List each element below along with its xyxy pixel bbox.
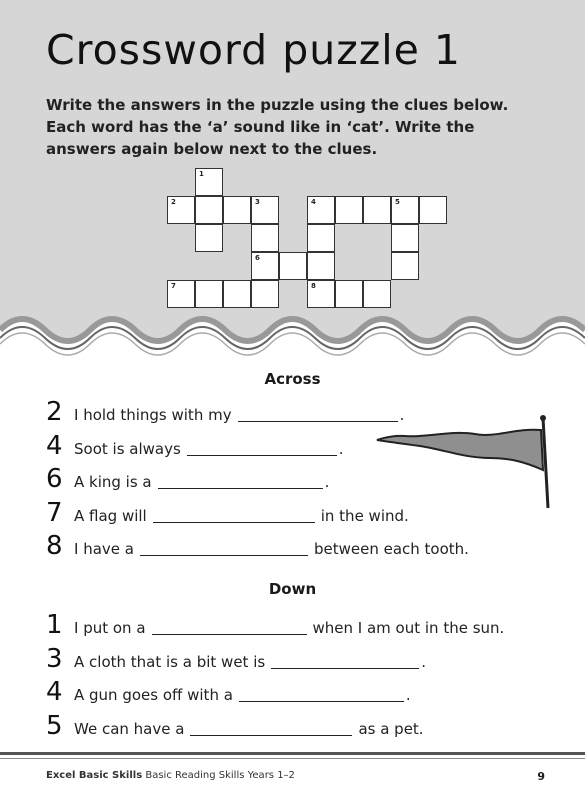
clue-text: Soot is always: [74, 439, 181, 458]
cell-number: 3: [255, 198, 260, 206]
instructions-emphasis: ‘cat’: [346, 118, 385, 136]
answer-blank[interactable]: [238, 420, 398, 422]
crossword-cell[interactable]: [419, 196, 447, 224]
crossword-cell[interactable]: [335, 196, 363, 224]
page-title: Crossword puzzle 1: [46, 26, 461, 74]
clue-text-end: in the wind.: [320, 506, 409, 525]
answer-blank[interactable]: [271, 667, 419, 669]
clue-text: A king is a: [74, 473, 152, 491]
clue-text-end: .: [338, 439, 344, 458]
cell-number: 1: [199, 170, 204, 178]
crossword-cell[interactable]: [167, 196, 195, 224]
crossword-cell[interactable]: [391, 196, 419, 224]
clue-number: 1: [46, 610, 63, 640]
answer-blank[interactable]: [140, 554, 308, 556]
clue-text-end: .: [324, 473, 330, 491]
instructions-text: Write the answers in the puzzle using the clues below. Each word has the ‘a’ sound like in: [46, 96, 509, 136]
clue-row: [46, 677, 411, 705]
clue-number: 4: [46, 677, 63, 707]
clue-number: 2: [46, 397, 63, 427]
crossword-cell[interactable]: [391, 252, 419, 280]
answer-blank[interactable]: [190, 734, 352, 736]
crossword-cell[interactable]: [251, 196, 279, 224]
crossword-cell[interactable]: [251, 224, 279, 252]
clue-text-end: as a pet.: [358, 719, 424, 738]
cell-number: 6: [255, 254, 260, 262]
clue-text: A gun goes off with a: [74, 686, 233, 704]
cell-number: 5: [395, 198, 400, 206]
crossword-cell[interactable]: [251, 252, 279, 280]
crossword-cell[interactable]: [279, 252, 307, 280]
crossword-cell[interactable]: [391, 224, 419, 252]
footer-rule: [0, 752, 585, 755]
clue-text-end: between each tooth.: [313, 540, 469, 558]
clue-number: 6: [46, 464, 63, 494]
clue-row: [46, 711, 424, 739]
clue-row: [46, 531, 469, 559]
clue-row: [46, 644, 426, 672]
clue-text-end: .: [399, 406, 405, 424]
clue-text: I have a: [74, 540, 134, 558]
clue-number: 4: [46, 430, 63, 461]
across-heading: Across: [264, 370, 321, 388]
clue-row: [46, 610, 504, 638]
footer-text: [46, 770, 295, 781]
answer-blank[interactable]: [239, 700, 404, 702]
clue-text: I put on a: [74, 619, 146, 637]
answer-blank[interactable]: [152, 633, 307, 635]
crossword-cell[interactable]: [307, 252, 335, 280]
clue-number: 3: [46, 643, 63, 674]
clue-number: 7: [46, 497, 63, 528]
page-number: 9: [537, 770, 545, 783]
clue-row: [46, 397, 404, 425]
footer-series: Excel Basic Skills: [46, 770, 143, 781]
crossword-cell[interactable]: [195, 196, 223, 224]
crossword-cell[interactable]: [223, 196, 251, 224]
instructions-text-end: . Write the answers again below next to the clues.: [46, 118, 475, 158]
clue-text-end: when I am out in the sun.: [312, 619, 505, 637]
footer-rule-thin: [0, 758, 585, 759]
clue-row: [46, 431, 344, 459]
flag-icon: [375, 410, 555, 510]
crossword-cell[interactable]: [307, 196, 335, 224]
footer-subtitle: Basic Reading Skills Years 1–2: [145, 770, 295, 781]
down-heading: Down: [268, 580, 317, 598]
answer-blank[interactable]: [187, 454, 337, 456]
crossword-cell[interactable]: [195, 168, 223, 196]
clue-number: 8: [46, 531, 63, 561]
clue-text: We can have a: [74, 719, 185, 738]
clue-text: A flag will: [74, 506, 147, 525]
clue-text-end: .: [405, 686, 411, 704]
clue-text: A cloth that is a bit wet is: [74, 652, 266, 671]
cell-number: 8: [311, 282, 316, 290]
answer-blank[interactable]: [158, 487, 323, 489]
crossword-cell[interactable]: [195, 224, 223, 252]
crossword-cell[interactable]: [363, 196, 391, 224]
clue-number: 5: [46, 710, 63, 741]
instructions: [46, 94, 536, 160]
clue-text-end: .: [421, 652, 426, 671]
clue-text: I hold things with my: [74, 406, 232, 424]
clue-row: [46, 464, 329, 492]
crossword-cell[interactable]: [307, 224, 335, 252]
wave-divider: [0, 300, 585, 370]
cell-number: 7: [171, 282, 176, 290]
answer-blank[interactable]: [153, 521, 315, 523]
cell-number: 2: [171, 198, 176, 206]
cell-number: 4: [311, 198, 316, 206]
clue-row: [46, 498, 409, 526]
